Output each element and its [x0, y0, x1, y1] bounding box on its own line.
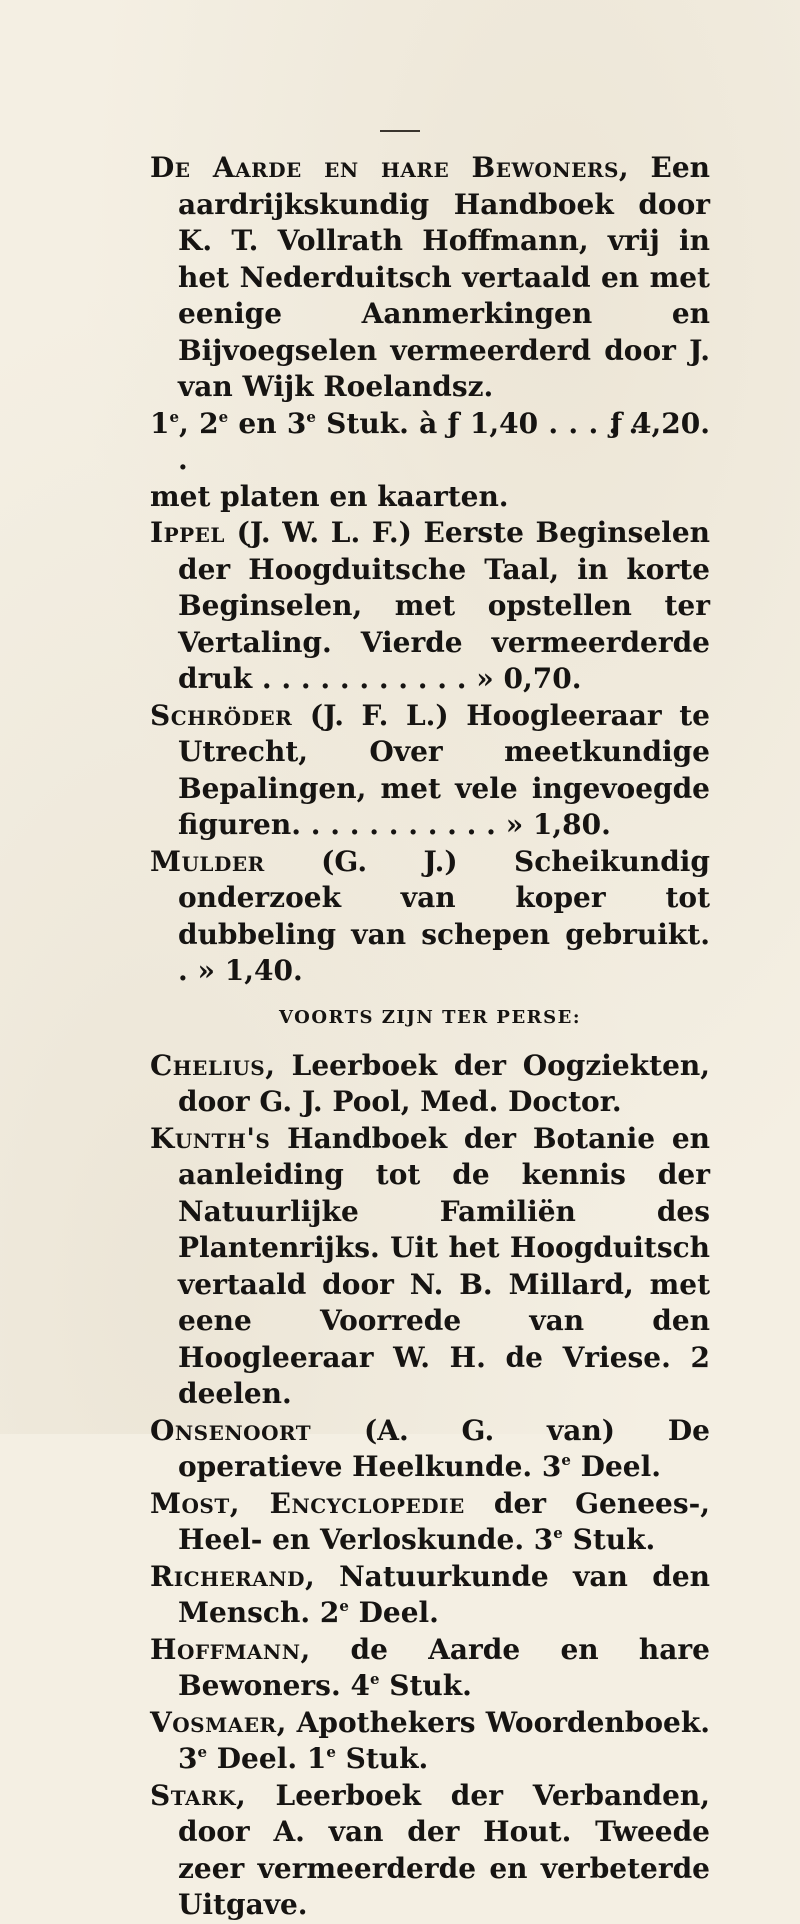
entry-text: (G. J.) Scheikundig onderzoek van koper tot dubbeling van schepen gebruikt. . [178, 844, 710, 987]
entry-text: , Leerboek der Oogziekten, door G. J. Pool, Med. Doctor. [178, 1048, 710, 1118]
press-entry-chelius [150, 1048, 710, 1121]
entry-text: (A. G. van) De operatieve Heelkunde. 3e Deel. [178, 1413, 710, 1483]
price: ƒ 4,20. [610, 406, 710, 440]
entry-title: De Aarde en hare Bewoners [150, 151, 619, 184]
entry-schroder [150, 698, 710, 844]
press-entry-kunth [150, 1121, 710, 1413]
press-entry-richerand [150, 1559, 710, 1632]
entry-text: (J. W. L. F.) Eerste Beginselen der Hoogduitsche Taal, in korte Beginselen, met opstellen ter Vertaling. Vierde vermeerderde druk . . . . . . . . . . . [178, 516, 710, 695]
entry-ippel [150, 515, 710, 698]
entry-text: , Een aardrijkskundig Handboek door K. T. Vollrath Hoffmann, vrij in het Nederduitsch vertaald en met eenige Aanmerkingen en Bijvoegselen vermeerderd door J. van Wijk Roelandsz. [178, 151, 710, 403]
entry-text: , Natuurkunde van den Mensch. 2e Deel. [178, 1559, 710, 1629]
entry-text: , Leerboek der Verbanden, door A. van der Hout. Tweede zeer vermeerderde en verbeterde Uitgave. [178, 1778, 710, 1921]
press-entry-most [150, 1486, 710, 1559]
entry-author: Hoffmann [150, 1632, 301, 1666]
entry-tail: met platen en kaarten. [150, 479, 509, 513]
price-line [150, 406, 710, 479]
price-line-text: 1e, 2e en 3e Stuk. à ƒ 1,40 . . . . . . [150, 406, 639, 476]
entry-author: Kunth's [150, 1121, 271, 1155]
advertisement-list [150, 150, 710, 1924]
entry-text: (J. F. L.) Hoogleeraar te Utrecht, Over meetkundige Bepalingen, met vele ingevoegde figuren. . . . . . . . . . . [178, 698, 710, 841]
entry-text: der Genees-, Heel- en Verloskunde. 3e Stuk. [178, 1486, 710, 1556]
press-entry-onsenoort [150, 1413, 710, 1486]
entry-mulder [150, 844, 710, 990]
price: » 0,70. [476, 662, 582, 695]
entry-text: , Apothekers Woordenboek. 3e Deel. 1e Stuk. [178, 1705, 710, 1775]
entry-author: Chelius [150, 1048, 266, 1082]
entry-author: Onsenoort [150, 1413, 312, 1447]
price: » 1,40. [197, 954, 303, 987]
section-heading: VOORTS ZIJN TER PERSE: [278, 1006, 582, 1028]
price: » 1,80. [505, 808, 611, 841]
entry-author: Ippel [150, 516, 225, 549]
entry-author: Stark [150, 1778, 237, 1812]
entry-text: Handboek der Botanie en aanleiding tot de kennis der Natuurlijke Familiën des Plantenrijks. Uit het Hoogduitsch vertaald door N. B. Millard, met eene Voorrede van den Hoogleeraar W. H. de Vriese. 2 deelen. [178, 1121, 710, 1410]
entry-text: , de Aarde en hare Bewoners. 4e Stuk. [178, 1632, 710, 1702]
entry-author: Mulder [150, 844, 265, 878]
top-rule [380, 130, 420, 132]
press-entry-stark [150, 1778, 710, 1924]
press-entry-hoffmann [150, 1632, 710, 1705]
press-entry-vosmaer [150, 1705, 710, 1778]
entry-author: Schröder [150, 698, 293, 732]
entry-author: Richerand [150, 1559, 305, 1593]
entry-author: Most, Encyclopedie [150, 1486, 465, 1520]
entry-de-aarde [150, 150, 710, 515]
entry-author: Vosmaer [150, 1705, 277, 1739]
